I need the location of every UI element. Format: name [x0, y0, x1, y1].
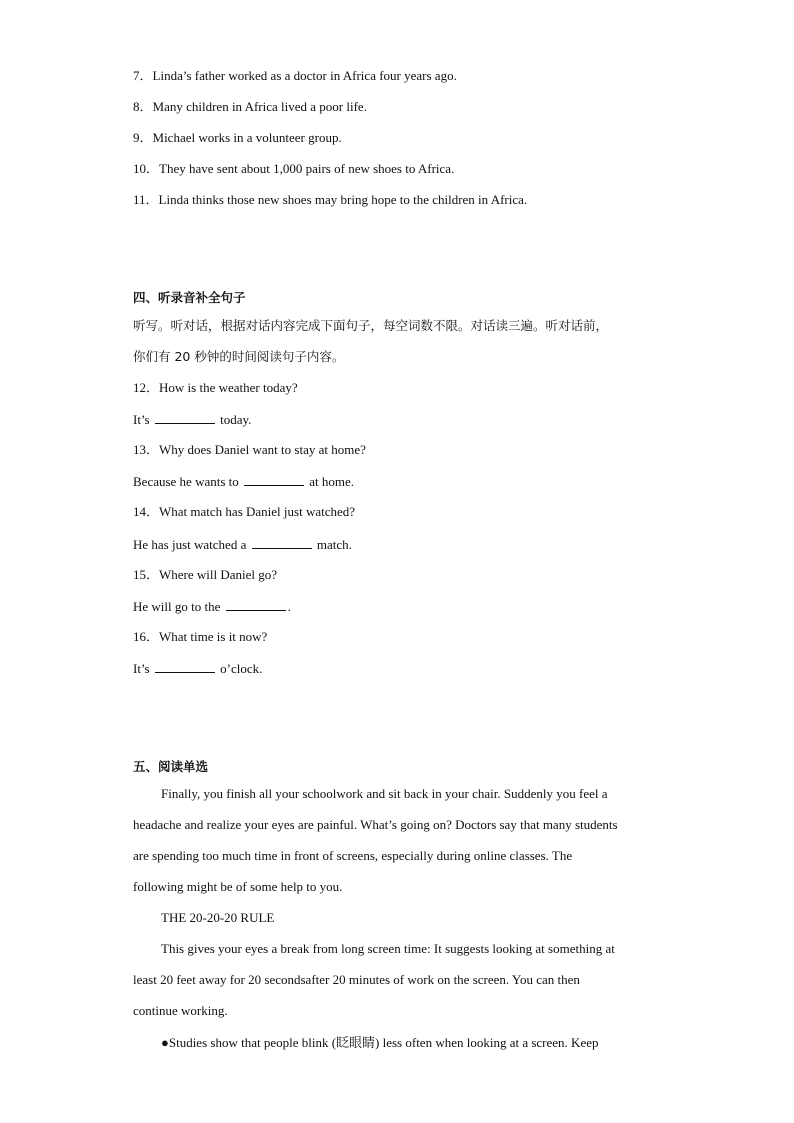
answer-blank-15[interactable]	[226, 598, 286, 611]
answer-blank-14[interactable]	[252, 536, 312, 549]
statement-8: 8．Many children in Africa lived a poor life.	[133, 99, 367, 114]
answer-15: He will go to the .	[133, 599, 291, 614]
statement-9: 9．Michael works in a volunteer group.	[133, 130, 342, 145]
question-14: 14．What match has Daniel just watched?	[133, 504, 356, 519]
passage-line-7: least 20 feet away for 20 secondsafter 20 minutes of work on the screen. You can then	[133, 972, 580, 987]
statement-7: 7．Linda’s father worked as a doctor in Africa four years ago.	[133, 68, 457, 83]
passage-line-3: are spending too much time in front of screens, especially during online classes. The	[133, 848, 573, 863]
section-5-heading: 五、阅读单选	[133, 759, 209, 774]
passage-line-8: continue working.	[133, 1003, 228, 1018]
passage-line-6: This gives your eyes a break from long screen time: It suggests looking at something at	[161, 941, 615, 956]
passage-line-1: Finally, you finish all your schoolwork and sit back in your chair. Suddenly you feel a	[161, 786, 608, 801]
answer-16: It’s o’clock.	[133, 661, 263, 676]
question-13: 13．Why does Daniel want to stay at home?	[133, 442, 366, 457]
answer-12: It’s today.	[133, 412, 252, 427]
passage-line-2: headache and realize your eyes are painful. What’s going on? Doctors say that many students	[133, 817, 618, 832]
answer-blank-16[interactable]	[155, 660, 215, 673]
answer-blank-13[interactable]	[244, 473, 304, 486]
section-4-instruction-line-1: 听写。听对话，根据对话内容完成下面句子，每空词数不限。对话读三遍。听对话前，	[133, 318, 609, 333]
question-12: 12．How is the weather today?	[133, 380, 298, 395]
answer-14: He has just watched a match.	[133, 537, 352, 552]
answer-13: Because he wants to at home.	[133, 474, 355, 489]
statement-11: 11．Linda thinks those new shoes may bring hope to the children in Africa.	[133, 192, 528, 207]
passage-line-4: following might be of some help to you.	[133, 879, 343, 894]
answer-blank-12[interactable]	[155, 411, 215, 424]
passage-line-9: ●Studies show that people blink (眨眼睛) less often when looking at a screen. Keep	[161, 1035, 599, 1050]
passage-rule-title: THE 20-20-20 RULE	[161, 910, 275, 925]
statement-10: 10．They have sent about 1,000 pairs of new shoes to Africa.	[133, 161, 455, 176]
question-16: 16．What time is it now?	[133, 629, 268, 644]
section-4-heading: 四、听录音补全句子	[133, 290, 246, 305]
section-4-instruction-line-2: 你们有 20 秒钟的时间阅读句子内容。	[133, 349, 345, 364]
question-15: 15．Where will Daniel go?	[133, 567, 278, 582]
